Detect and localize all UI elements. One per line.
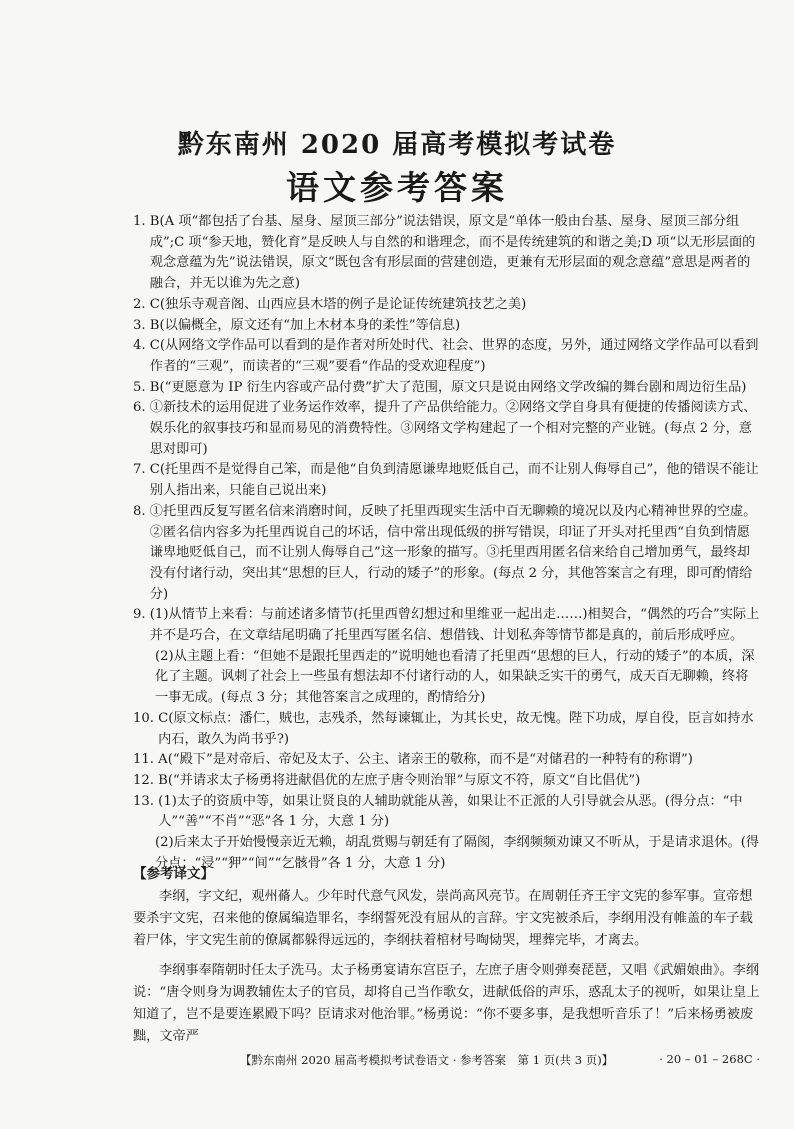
answer-item [133,792,761,833]
answer-item [133,336,761,377]
answer-number: 8. [133,503,150,519]
answer-text: B(A 项“都包括了台基、屋身、屋顶三部分”说法错误，原文是“单体一般由台基、屋身、屋顶三部分组成”;C 项“参天地，赞化育”是反映人与自然的和谐理念，而不是传统建筑的和谐之美;D 项“以无形层面的观念意蕴为先”说法错误，原文“既包含有形层面的营建创造，更兼有无形层面的观念意蕴”意思是两者的融合，并无以谁为先之意) [149,214,756,292]
answer-number: 13. [133,793,159,809]
answer-key-title: 语文参考答案 [286,168,508,207]
answer-number: 2. [133,296,150,312]
answer-item [133,212,761,295]
answer-number: 10. [133,710,159,726]
answer-number: 4. [133,338,150,354]
answer-number: 3. [133,317,150,333]
answer-text: B(“并请求太子杨勇将进献倡优的左庶子唐令则治罪”与原文不符，原文“自比倡优”) [158,772,641,788]
answer-text: (2)从主题上看：“但她不是跟托里西走的”说明她也看清了托里西“思想的巨人，行动的矮子”的本质，深化了主题。讽刺了社会上一些虽有想法却不付诸行动的人，如果缺乏实干的勇气，成天百无聊赖，终将一事无成。(每点 3 分；其他答案言之成理的，酌情给分) [155,648,755,706]
reference-translation [133,886,761,1056]
footer-page-info: 【黔东南州 2020 届高考模拟考试卷语文 · 参考答案 第 1 页(共 3 页)】 [240,1053,614,1067]
answer-item [133,709,761,750]
answer-list [133,212,761,875]
answer-item [133,398,761,460]
answer-item [133,295,761,316]
answer-item [133,605,761,646]
answer-text: C(独乐寺观音阁、山西应县木塔的例子是论证传统建筑技艺之美) [149,296,527,312]
translation-paragraph: 李纲，字文纪，观州蓨人。少年时代意气风发，崇尚高风亮节。在周朝任齐王宇文宪的参军事。宣帝想要杀宇文宪，召来他的僚属编造罪名，李纲誓死没有屈从的言辞。宇文宪被杀后，李纲用没有帷盖的车子载着尸体，宇文宪生前的僚属都躲得远远的，李纲扶着棺材号啕恸哭，埋葬完毕，才离去。 [133,889,753,948]
answer-number: 9. [133,607,150,623]
answer-item [155,833,761,874]
answer-item [133,750,761,771]
answer-item [133,771,761,792]
answer-item [133,502,761,606]
answer-text: C(从网络文学作品可以看到的是作者对所处时代、社会、世界的态度，另外，通过网络文学作品可以看到作者的“三观”，而读者的“三观”要看“作品的受欢迎程度”) [149,338,759,374]
answer-item [133,378,761,399]
answer-item [133,316,761,337]
answer-text: ①托里西反复写匿名信来消磨时间，反映了托里西现实生活中百无聊赖的境况以及内心精神世界的空虚。②匿名信内容多为托里西说自己的坏话，信中常出现低级的拼写错误，印证了开头对托里西“自负到情愿谦卑地贬低自己，而不让别人侮辱自己”这一形象的描写。③托里西用匿名信来给自己增加勇气，最终却没有付诸行动，突出其“思想的巨人，行动的矮子”的形象。(每点 2 分，其他答案言之有理，即可酌情给分) [149,503,757,602]
answer-text: (1)从情节上来看：与前述诸多情节(托里西曾幻想过和里维亚一起出走……)相契合，“偶然的巧合”实际上并不是巧合，在文章结尾明确了托里西写匿名信、想借钱、计划私奔等情节都是真的，前后形成呼应。 [149,607,760,644]
answer-text: ①新技术的运用促进了业务运作效率，提升了产品供给能力。②网络文学自身具有便捷的传播阅读方式、娱乐化的叙事技巧和显而易见的消费特性。③网络文学构建起了一个相对完整的产业链。(每点 2 分，意思对即可) [149,400,757,457]
answer-number: 6. [133,400,150,416]
exam-title: 黔东南州 2020 届高考模拟考试卷 [177,130,617,160]
title-block [0,128,794,210]
answer-text: B(以偏概全，原文还有“加上木材本身的柔性”等信息) [149,317,461,333]
answer-number: 5. [133,379,150,395]
answer-text: C(原文标点：潘仁，贼也，志残杀，然每谏辄止，为其长史，故无愧。陛下功成，厚自役，臣言如持水内石，敢久为尚书乎?) [158,710,754,747]
answer-text: C(托里西不是觉得自己笨，而是他“自负到清愿谦卑地贬低自己，而不让别人侮辱自己”，他的错误不能让别人指出来，只能自己说出来) [149,462,759,499]
answer-text: (2)后来太子开始慢慢亲近无赖，胡乱赏赐与朝廷有了隔阂，李纲频频劝谏又不听从，于是请求退休。(得分点：“浸”“狎”“间”“乞骸骨”各 1 分，大意 1 分) [155,835,760,871]
answer-number: 7. [133,462,150,478]
answer-text: B(“更愿意为 IP 衍生内容或产品付费”扩大了范围，原文只是说由网络文学改编的舞台剧和周边衍生品) [149,379,747,395]
footer-code: · 20 – 01 – 268C · [659,1052,760,1066]
answer-number: 11. [133,752,159,768]
reference-translation-heading: 【参考译文】 [133,866,214,882]
translation-paragraph: 李纲事奉隋朝时任太子洗马。太子杨勇宴请东宫臣子，左庶子唐令则弹奏琵琶，又唱《武媚娘曲》。李纲说：“唐令则身为调教辅佐太子的官员，却将自己当作歌女，进献低俗的声乐，惑乱太子的视听，如果让皇上知道了，岂不是要连累殿下吗？臣请求对他治罪。”杨勇说：“你不要多事，是我想听音乐了！”后来杨勇被废黜，文帝严 [133,963,760,1044]
answer-number: 12. [133,772,159,788]
answer-number: 1. [133,214,150,229]
answer-item [155,647,761,709]
answer-item [133,460,761,501]
page-footer [240,1052,760,1068]
answer-text: (1)太子的资质中等，如果让贤良的人辅助就能从善，如果让不正派的人引导就会从恶。(得分点：“中人”“善”“不肖”“恶”各 1 分，大意 1 分) [158,793,743,830]
answer-text: A(“殿下”是对帝后、帝妃及太子、公主、诸亲王的敬称，而不是“对储君的一种特有的称谓”) [158,752,693,768]
